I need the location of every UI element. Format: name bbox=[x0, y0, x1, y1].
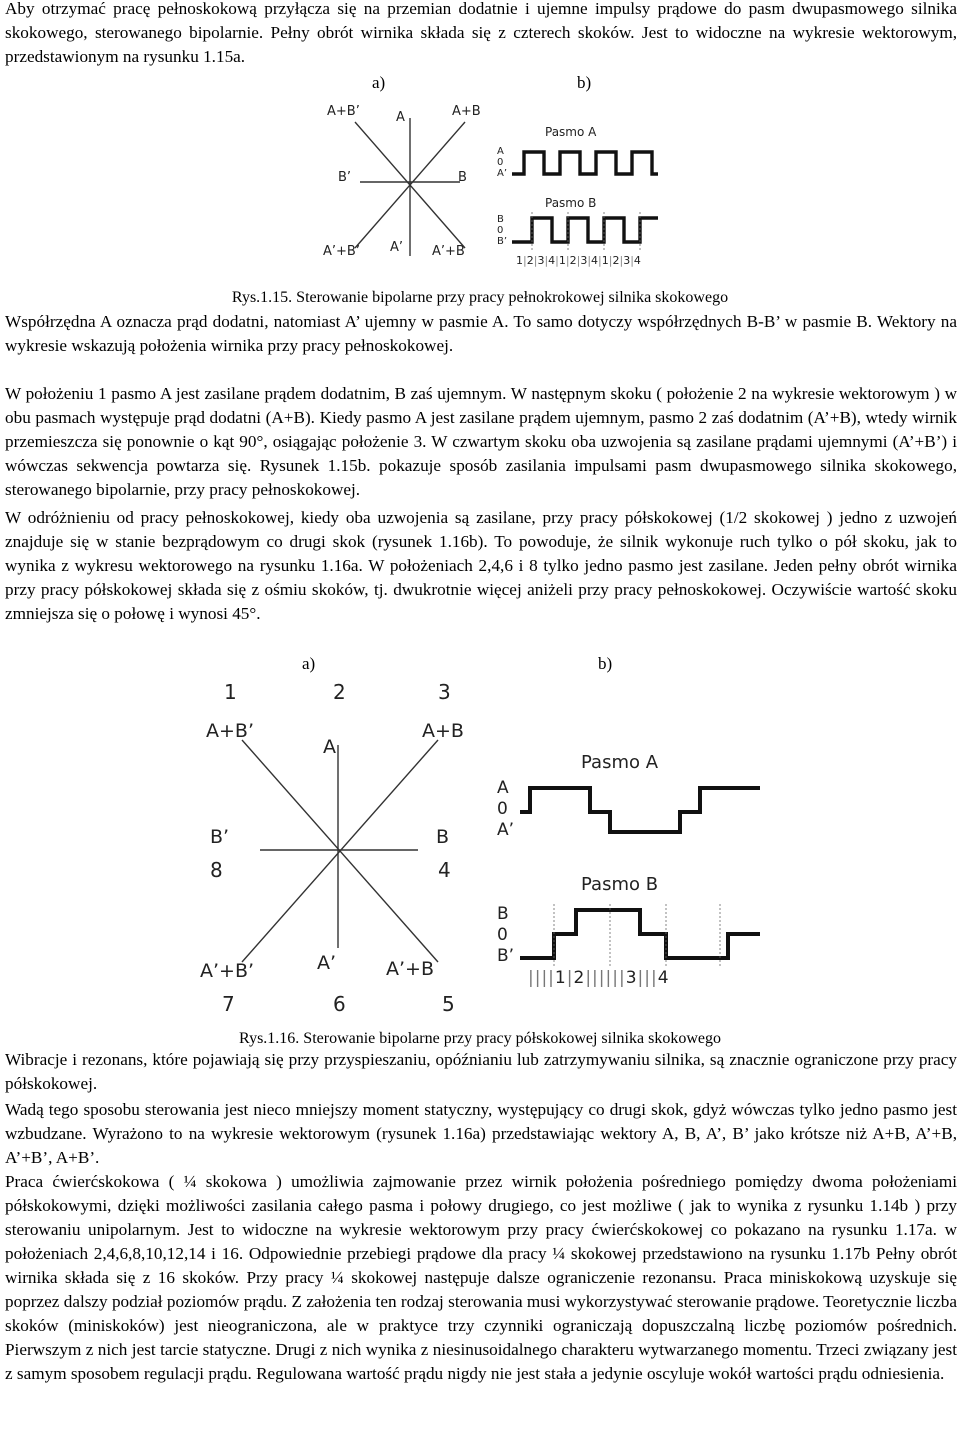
paragraph-6: Wadą tego sposobu sterowania jest nieco mniejszy moment statyczny, występujący co drugi skok, gdyż wówczas tylko jedno pasmo jest wzbudzane. Wyrażono to na wykresie wektorowym (rysunek 1.16a) przedstawiając wektory A, B, A’, B’ jako krótsze niż A+B, A’+B, A’+B’, A+B’. bbox=[5, 1100, 957, 1167]
figure2-caption: Rys.1.16. Sterowanie bipolarne przy pracy półskokowej silnika skokowego bbox=[239, 1030, 721, 1047]
figure1-vector-label-top-right: A+B bbox=[452, 104, 481, 119]
figure1-step-10: 2 bbox=[612, 254, 620, 267]
figure2-pasmo-b-title: Pasmo B bbox=[581, 874, 659, 895]
figure2-position-2: 2 bbox=[333, 680, 346, 704]
figure2-a-level-a: A bbox=[497, 778, 509, 798]
figure2-vector-label-bottom-left: A’+B’ bbox=[200, 960, 255, 982]
figure1-vector-label-bottom-right: A’+B bbox=[432, 244, 465, 259]
figure2-a-level-0: 0 bbox=[497, 799, 508, 819]
figure1-step-9: 1 bbox=[601, 254, 609, 267]
figure2-vector-label-top: A bbox=[323, 736, 336, 758]
figure2-position-1: 1 bbox=[224, 680, 237, 704]
figure2-step-1: 1 bbox=[554, 968, 567, 988]
figure1-step-6: 2 bbox=[569, 254, 577, 267]
figure1-step-11: 3 bbox=[623, 254, 631, 267]
paragraph-3: W położeniu 1 pasmo A jest zasilane prądem dodatnim, B zaś ujemnym. W następnym skoku ( położenie 2 na wykresie wektorowym ) w obu pasmach występuje prąd dodatni (A+B). Kiedy pasmo A jest zasilane prądem ujemnym, pasmo 2 zaś dodatnim (A’+B), wtedy wirnik przemieszcza się ponownie o kąt 90°, osiągając położenie 3. W czwartym skoku oba uzwojenia są zasilane prądami ujemnymi (A’+B’) i wówczas sekwencja powtarza się. Rysunek 1.15b. pokazuje sposób zasilania impulsami pasm dwupasmowego silnika skokowego, sterowanego bipolarnie, przy pracy pełnoskokowej. bbox=[5, 384, 957, 499]
figure1-step-5: 1 bbox=[558, 254, 566, 267]
figure1-pasmo-b-wave bbox=[512, 212, 658, 250]
figure1-caption: Rys.1.15. Sterowanie bipolarne przy pracy pełnokrokowej silnika skokowego bbox=[231, 289, 729, 306]
figure1-b-level-b: B bbox=[497, 214, 504, 225]
figure2-a-level-a-prime: A’ bbox=[497, 820, 515, 840]
figure1-label-b: b) bbox=[577, 73, 592, 92]
figure2-step-labels: ||||1|2||||||3|||4 bbox=[528, 968, 670, 988]
figure1-vector-label-top: A bbox=[396, 110, 405, 125]
figure2-pasmo-a-wave bbox=[520, 780, 760, 840]
figure1-label-a: a) bbox=[372, 73, 386, 92]
figure2-position-4: 4 bbox=[438, 858, 451, 882]
figure2-vector-label-top-left: A+B’ bbox=[206, 720, 254, 742]
figure2-position-6: 6 bbox=[333, 992, 346, 1016]
figure1-vector-label-top-left: A+B’ bbox=[327, 104, 360, 119]
figure1-b-level-0: 0 bbox=[497, 225, 504, 236]
figure2-vector-label-left: B’ bbox=[210, 826, 230, 848]
figure1-pasmo-a-title: Pasmo A bbox=[545, 125, 597, 139]
figure1-pasmo-a-wave bbox=[512, 146, 658, 182]
paragraph-5: Wibracje i rezonans, które pojawiają się przy przyspieszaniu, opóźnianiu lub zatrzymywaniu silnika, są znacznie ograniczone przy pracy półskokowej. bbox=[5, 1050, 957, 1093]
figure1-a-level-0: 0 bbox=[497, 157, 504, 168]
figure2-position-8: 8 bbox=[210, 858, 223, 882]
figure2-b-level-b-prime: B’ bbox=[497, 946, 515, 966]
figure1-pasmo-b-title: Pasmo B bbox=[545, 196, 597, 210]
figure1-b-level-b-prime: B’ bbox=[497, 236, 508, 247]
figure2-b-level-0: 0 bbox=[497, 925, 508, 945]
figure1-step-8: 4 bbox=[591, 254, 599, 267]
figure1-vector-label-bottom: A’ bbox=[390, 240, 404, 255]
figure1-step-4: 4 bbox=[548, 254, 556, 267]
figure1-a-level-a: A bbox=[497, 146, 504, 157]
figure1-a-level-a-prime: A’ bbox=[497, 168, 508, 179]
figure1-step-labels: 1|2|3|4|1|2|3|4|1|2|3|4 bbox=[516, 254, 641, 267]
figure1-step-1: 1 bbox=[516, 254, 523, 267]
figure2-position-5: 5 bbox=[442, 992, 455, 1016]
figure2-step-2: 2 bbox=[573, 968, 586, 988]
figure2-b-level-b: B bbox=[497, 904, 509, 924]
figure1-step-12: 4 bbox=[633, 254, 641, 267]
figure2-vector-label-bottom: A’ bbox=[317, 952, 337, 974]
figure2-vector-label-right: B bbox=[436, 826, 450, 848]
figure2-label-b: b) bbox=[598, 654, 613, 673]
figure2-step-4: 4 bbox=[657, 968, 670, 988]
figure2-position-7: 7 bbox=[222, 992, 235, 1016]
figure2-pasmo-b-wave bbox=[520, 904, 760, 966]
figure1-vector-label-right: B bbox=[458, 170, 467, 185]
figure2-vector-label-top-right: A+B bbox=[422, 720, 464, 742]
paragraph-2: Współrzędna A oznacza prąd dodatni, natomiast A’ ujemny w pasmie A. To samo dotyczy współrzędnych B-B’ w pasmie B. Wektory na wykresie wskazują położenia wirnika przy pracy pełnoskokowej. bbox=[5, 312, 957, 355]
figure2-label-a: a) bbox=[302, 654, 316, 673]
figure1-step-2: 2 bbox=[526, 254, 534, 267]
figure1-step-7: 3 bbox=[580, 254, 588, 267]
figure2-vector-label-bottom-right: A’+B bbox=[386, 958, 434, 980]
figure2-pasmo-a-title: Pasmo A bbox=[581, 752, 659, 773]
figure2-position-3: 3 bbox=[438, 680, 451, 704]
paragraph-1: Aby otrzymać pracę pełnoskokową przyłącza się na przemian dodatnie i ujemne impulsy prądowe do pasm dwupasmowego silnika skokowego, sterowanego bipolarnie. Pełny obrót wirnika składa się z czterech skoków. Jest to widoczne na wykresie wektorowym, przedstawionym na rysunku 1.15a. bbox=[5, 0, 957, 66]
figure1-step-3: 3 bbox=[537, 254, 545, 267]
paragraph-4: W odróżnieniu od pracy pełnoskokowej, kiedy oba uzwojenia są zasilane, przy pracy półskokowej (1/2 skokowej ) jedno z uzwojeń znajduje się w stanie bezprądowym co drugi skok (rysunek 1.16b). To powoduje, że silnik wykonuje ruch tylko o pół skoku, jak to wynika z wykresu wektorowego na rysunku 1.16a. W położeniach 2,4,6 i 8 tylko jedno pasmo jest zasilane. Jeden pełny obrót wirnika przy pracy półskokowej składa się z ośmiu skoków, tj. dwukrotnie więcej aniżeli przy pracy pełnoskokowej. Oczywiście wartość skoku zmniejsza się o połowę i wynosi 45°. bbox=[5, 508, 957, 623]
figure1-vector-label-bottom-left: A’+B’ bbox=[323, 244, 360, 259]
paragraph-7: Praca ćwierćskokowa ( ¼ skokowa ) umożliwia zajmowanie przez wirnik położenia pośredniego pomiędzy dwoma położeniami półskokowymi, dzięki możliwości zasilania całego pasma i połowy drugiego, co jest możliwe ( jak to wynika z rysunku 1.14b ) przy sterowaniu unipolarnym. Jest to widoczne na wykresie wektorowym przy pracy ćwierćskokowej co pokazano na rysunku 1.17a. w położeniach 2,4,6,8,10,12,14 i 16. Odpowiednie przebiegi prądowe dla pracy ¼ skokowej przedstawiono na rysunku 1.17b Pełny obrót wirnika składa się z 16 skoków. Przy pracy ¼ skokowej następuje dalsze ograniczenie rezonansu. Praca miniskokową uzyskuje się poprzez dalszy podział poziomów prądu. Z założenia ten rodzaj sterowania musi wykorzystywać sterowanie prądowe. Teoretycznie liczba skoków (miniskoków) jest nieograniczona, ale w praktyce trzy czynniki ograniczają dopuszczalną liczbę poziomów pośrednich. Pierwszym z nich jest tarcie statyczne. Drugi z nich wynika z niesinusoidalnego charakteru wytwarzanego momentu. Trzeci związany jest z samym sposobem regulacji prądu. Regulowana wartość prądu nigdy nie jest stała a jedynie oscyluje wokół wartości prądu odniesienia. bbox=[5, 1172, 957, 1383]
figure1-vector-label-left: B’ bbox=[338, 170, 352, 185]
figure2-step-3: 3 bbox=[625, 968, 638, 988]
